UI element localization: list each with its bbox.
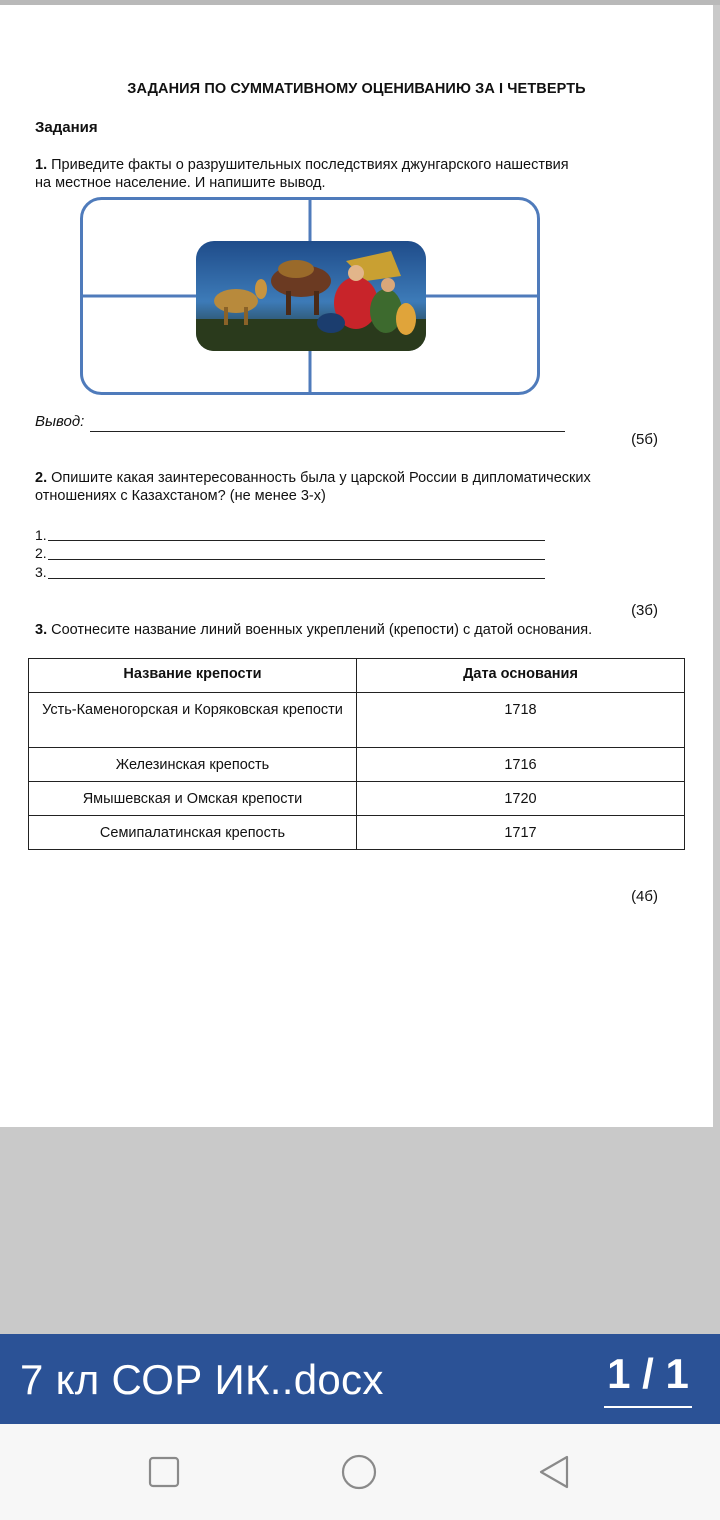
viewer-bottom-bar [0,1334,720,1424]
fortress-date-cell: 1716 [357,748,685,782]
document-title: ЗАДАНИЯ ПО СУММАТИВНОМУ ОЦЕНИВАНИЮ ЗА I ЧЕТВЕРТЬ [127,81,586,97]
answer-1-line[interactable] [48,540,545,541]
question-1-number: 1. [35,157,48,173]
answer-2-line[interactable] [48,559,545,560]
question-2-line2: отношениях с Казахстаном? (не менее 3-х) [35,488,326,504]
question-2-points: (3б) [631,602,658,619]
question-3 [35,621,695,639]
square-icon[interactable] [146,1454,182,1490]
fortress-name-cell: Железинская крепость [29,748,357,782]
circle-icon[interactable] [341,1454,377,1490]
table-row [29,748,685,782]
conclusion-answer-line[interactable] [90,431,565,432]
triangle-back-icon[interactable] [536,1454,572,1490]
fortress-date-cell: 1718 [357,693,685,748]
answer-3-label: 3. [35,564,47,580]
table-header-date: Дата основания [357,659,685,693]
question-3-number: 3. [35,622,48,638]
fortress-name-cell: Семипалатинская крепость [29,816,357,850]
question-3-text: Соотнесите название линий военных укреплений (крепости) с датой основания. [47,622,593,638]
document-filename[interactable]: 7 кл СОР ИК..docx [20,1356,384,1403]
table-header-row [29,659,685,693]
document-page[interactable] [0,5,713,1127]
fortress-name-cell: Ямышевская и Омская крепости [29,782,357,816]
question-2 [35,469,675,505]
answer-3-line[interactable] [48,578,545,579]
fortress-date-cell: 1720 [357,782,685,816]
historical-painting-image [196,241,426,351]
answer-2-label: 2. [35,545,47,561]
question-1-points: (5б) [631,431,658,448]
table-row [29,782,685,816]
question-3-points: (4б) [631,888,658,905]
system-navigation-bar [0,1424,720,1520]
table-row [29,693,685,748]
fortress-name-cell: Усть-Каменогорская и Коряковская крепости [29,693,357,748]
conclusion-label: Вывод: [35,413,85,430]
table-row [29,816,685,850]
question-2-line1: Опишите какая заинтересованность была у царской России в дипломатических [47,470,591,486]
page-indicator-underline [604,1406,692,1408]
answer-1-label: 1. [35,527,47,543]
table-header-name: Название крепости [29,659,357,693]
question-1 [35,156,675,192]
question-1-line1: Приведите факты о разрушительных последствиях джунгарского нашествия [47,157,569,173]
fortress-table [28,658,685,850]
fortress-date-cell: 1717 [357,816,685,850]
question-2-number: 2. [35,470,48,486]
question-1-line2: на местное население. И напишите вывод. [35,175,326,191]
section-heading: Задания [35,119,98,136]
page-indicator[interactable]: 1 / 1 [607,1350,689,1397]
